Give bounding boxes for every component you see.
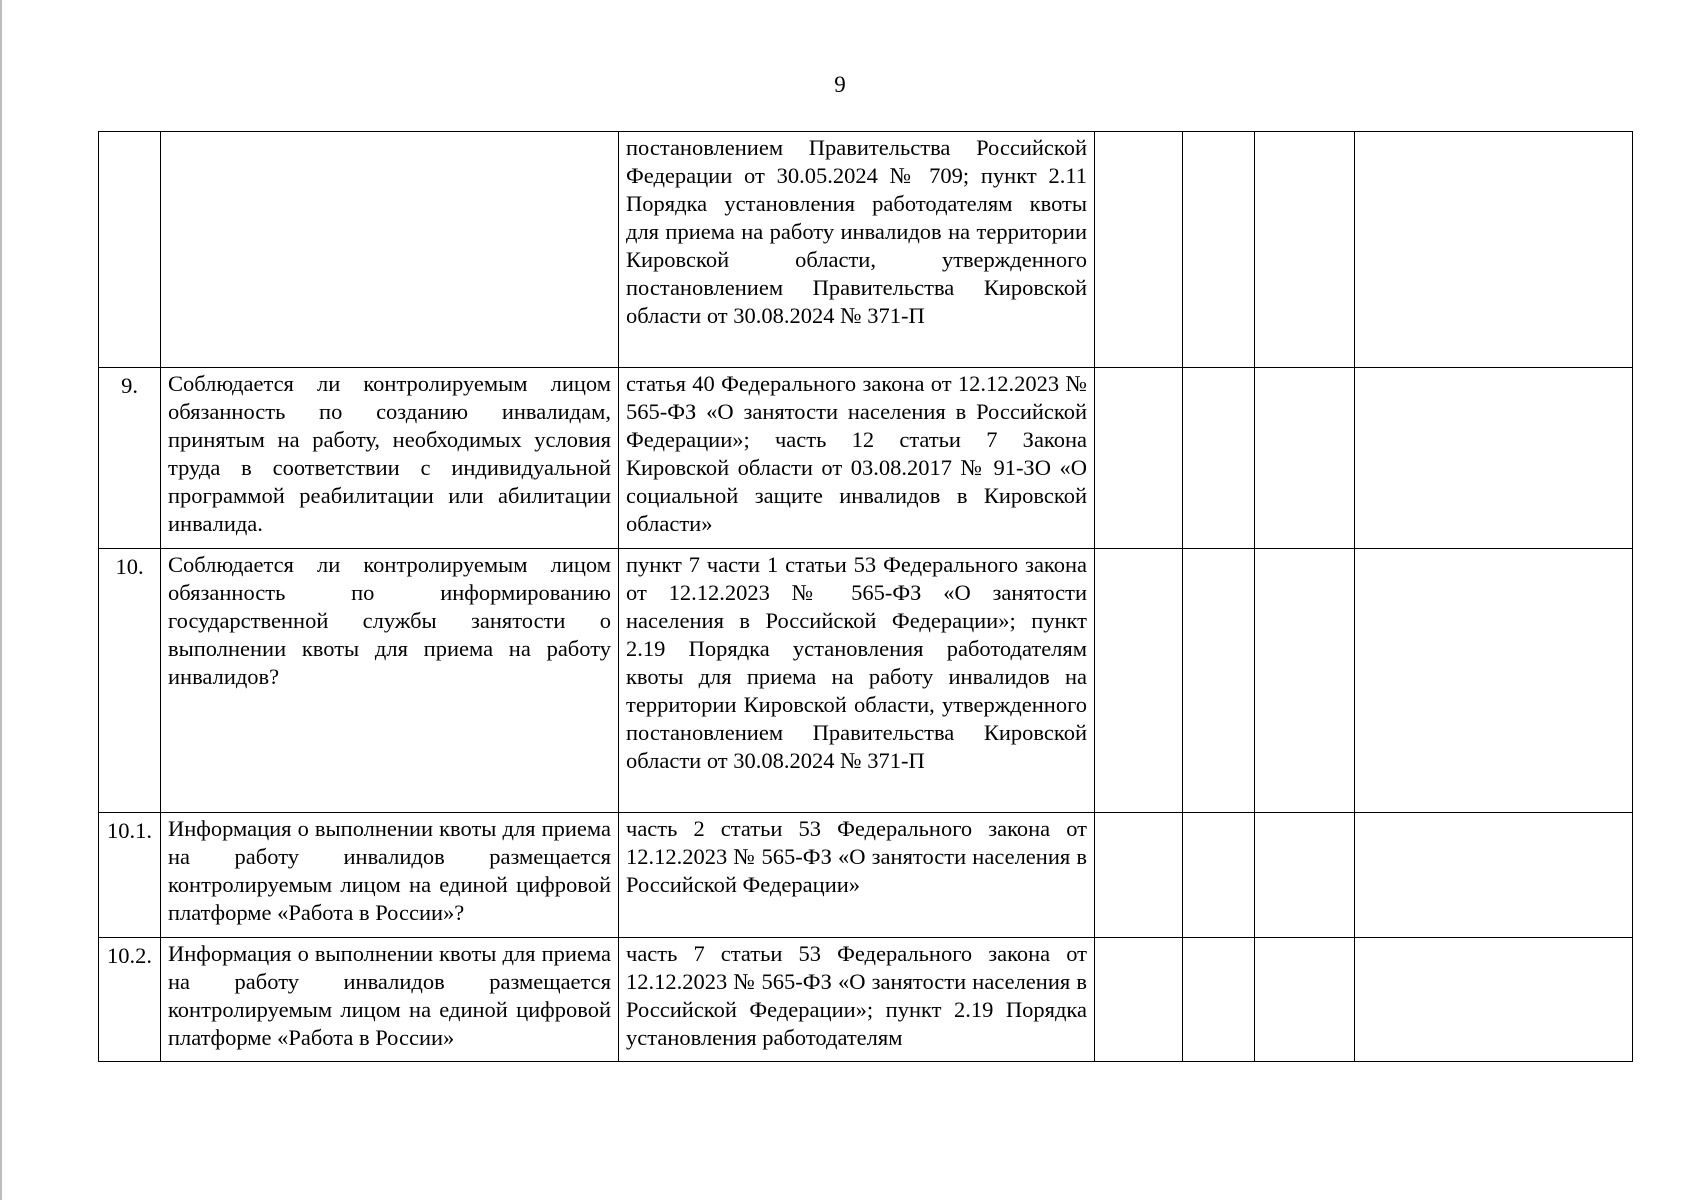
answer-cell-na [1255,813,1355,938]
answer-cell-na [1255,938,1355,1062]
question-cell [161,938,619,1062]
note-cell [1355,549,1633,813]
answer-cell-na [1255,132,1355,368]
requirement-cell [619,132,1095,368]
question-cell [161,368,619,549]
question-cell [161,132,619,368]
answer-cell-no [1183,368,1255,549]
page-number: 9 [834,72,846,97]
page-edge [0,0,2,1200]
table-row [99,368,1633,549]
answer-cell-yes [1095,368,1183,549]
answer-cell-no [1183,813,1255,938]
requirement-text: постановлением Правительства Российской Федерации от 30.05.2024 № 709; пункт 2.11 Порядка установления работодателям квоты для приема на работу инвалидов на территории Кировской области, утвержденного постановлением Правительства Кировской области от 30.08.2024 № 371-П [626,135,1087,328]
requirement-text: статья 40 Федерального закона от 12.12.2023 № 565-ФЗ «О занятости населения в Российской Федерации»; часть 12 статьи 7 Закона Кировской области от 03.08.2017 № 91-ЗО «О социальной защите инвалидов в Кировской области» [626,371,1087,536]
requirement-text: часть 7 статьи 53 Федерального закона от 12.12.2023 № 565-ФЗ «О занятости населения в Российской Федерации»; пункт 2.19 Порядка установления работодателям [626,941,1087,1050]
row-number [99,132,160,136]
row-number: 10.1. [107,818,152,843]
row-number-cell [99,938,161,1062]
note-cell [1355,938,1633,1062]
answer-cell-no [1183,549,1255,813]
question-text [161,132,618,138]
answer-cell-no [1183,938,1255,1062]
requirement-cell [619,938,1095,1062]
row-number-cell [99,368,161,549]
row-number: 10. [115,554,144,579]
requirement-cell [619,368,1095,549]
question-text: Соблюдается ли контролируемым лицом обязанность по информированию государственной службы занятости о выполнении квоты для приема на работу инвалидов? [168,552,611,689]
question-text: Информация о выполнении квоты для приема на работу инвалидов размещается контролируемым лицом на единой цифровой платформе «Работа в России» [168,941,611,1050]
row-number: 10.2. [107,943,152,968]
answer-cell-yes [1095,938,1183,1062]
requirement-cell [619,813,1095,938]
answer-cell-yes [1095,549,1183,813]
requirement-text: часть 2 статьи 53 Федерального закона от 12.12.2023 № 565-ФЗ «О занятости населения в Российской Федерации» [626,816,1087,897]
answer-cell-na [1255,368,1355,549]
table-row [99,813,1633,938]
note-cell [1355,813,1633,938]
question-text: Информация о выполнении квоты для приема на работу инвалидов размещается контролируемым лицом на единой цифровой платформе «Работа в России»? [168,816,611,925]
note-cell [1355,132,1633,368]
requirement-text: пункт 7 части 1 статьи 53 Федерального закона от 12.12.2023 № 565-ФЗ «О занятости населения в Российской Федерации»; пункт 2.19 Порядка установления работодателям квоты для приема на работу инвалидов на территории Кировской области, утвержденного постановлением Правительства Кировской области от 30.08.2024 № 371-П [626,552,1087,773]
checklist-table [98,131,1633,1062]
row-number-cell [99,132,161,368]
requirement-cell [619,549,1095,813]
answer-cell-yes [1095,132,1183,368]
note-cell [1355,368,1633,549]
question-text: Соблюдается ли контролируемым лицом обязанность по созданию инвалидам, принятым на работу, необходимых условия труда в соответствии с индивидуальной программой реабилитации или абилитации инвалида. [168,371,611,536]
question-cell [161,813,619,938]
answer-cell-na [1255,549,1355,813]
table-row [99,132,1633,368]
table-row [99,938,1633,1062]
table-row [99,549,1633,813]
answer-cell-no [1183,132,1255,368]
row-number-cell [99,813,161,938]
row-number-cell [99,549,161,813]
row-number: 9. [121,373,138,398]
answer-cell-yes [1095,813,1183,938]
question-cell [161,549,619,813]
